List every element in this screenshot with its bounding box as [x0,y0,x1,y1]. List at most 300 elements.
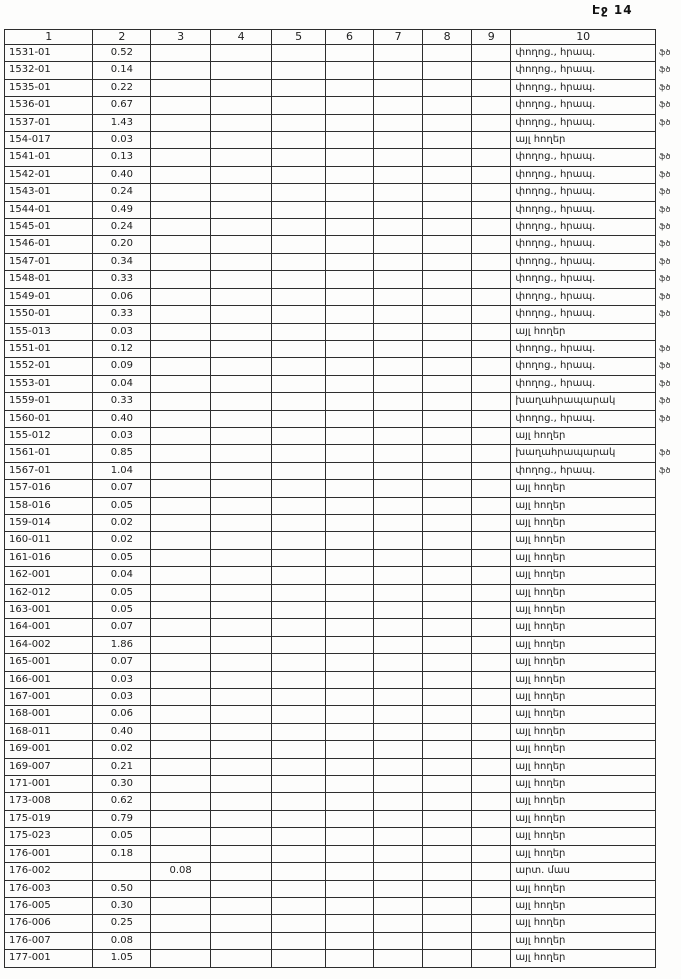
cell-col3 [151,636,211,653]
cell-col4 [210,393,272,410]
cell-col1: 1567-01 [5,462,93,479]
cell-col8 [423,863,472,880]
margin-annotation [656,532,681,549]
cell-col1: 173-008 [5,793,93,810]
cell-col8 [423,810,472,827]
cell-col6 [325,480,373,497]
cell-col3 [151,950,211,967]
column-header-3: 3 [151,30,211,45]
cell-col8 [423,549,472,566]
cell-col3 [151,932,211,949]
cell-col8 [423,410,472,427]
cell-col5 [272,689,326,706]
table-row [5,497,681,514]
cell-col6 [325,880,373,897]
cell-col3 [151,654,211,671]
cell-col3 [151,462,211,479]
cell-col2: 0.52 [93,45,151,62]
cell-col6 [325,915,373,932]
cell-col7 [374,619,423,636]
cell-col3 [151,340,211,357]
cell-col1: 164-001 [5,619,93,636]
cell-col6 [325,219,373,236]
table-row [5,776,681,793]
table-row [5,340,681,357]
margin-annotation [656,723,681,740]
cell-col5 [272,654,326,671]
cell-col3 [151,45,211,62]
cell-col9 [472,166,511,183]
cell-col6 [325,497,373,514]
table-row [5,132,681,149]
cell-col7 [374,950,423,967]
cell-col5 [272,863,326,880]
cell-col10: այլ հողեր [511,897,656,914]
cell-col5 [272,410,326,427]
cell-col9 [472,863,511,880]
cell-col7 [374,480,423,497]
cell-col6 [325,201,373,218]
cell-col5 [272,932,326,949]
cell-col2: 0.18 [93,845,151,862]
cell-col2: 0.07 [93,480,151,497]
cell-col7 [374,863,423,880]
cell-col10: այլ հողեր [511,810,656,827]
cell-col6 [325,358,373,375]
cell-col10: խաղահրապարակ [511,393,656,410]
cell-col10: այլ հողեր [511,828,656,845]
cell-col10: այլ հողեր [511,845,656,862]
cell-col3 [151,810,211,827]
table-row [5,462,681,479]
cell-col8 [423,567,472,584]
margin-annotation [656,514,681,531]
cell-col2: 0.62 [93,793,151,810]
cell-col6 [325,236,373,253]
cell-col5 [272,706,326,723]
cell-col7 [374,689,423,706]
cell-col5 [272,828,326,845]
cell-col6 [325,532,373,549]
cell-col2: 0.02 [93,514,151,531]
cell-col7 [374,166,423,183]
cell-col10: այլ հողեր [511,706,656,723]
table-row [5,358,681,375]
cell-col1: 1551-01 [5,340,93,357]
cell-col1: 171-001 [5,776,93,793]
margin-annotation [656,863,681,880]
cell-col4 [210,149,272,166]
cell-col6 [325,950,373,967]
cell-col8 [423,654,472,671]
cell-col10: փողոց., հրապ. [511,97,656,114]
cell-col8 [423,462,472,479]
cell-col4 [210,201,272,218]
cell-col2: 0.85 [93,445,151,462]
cell-col4 [210,776,272,793]
cell-col7 [374,654,423,671]
cell-col2: 0.22 [93,79,151,96]
cell-col2: 0.06 [93,706,151,723]
cell-col6 [325,567,373,584]
cell-col5 [272,671,326,688]
cell-col3 [151,358,211,375]
cell-col1: 160-011 [5,532,93,549]
cell-col7 [374,358,423,375]
cell-col4 [210,340,272,357]
cell-col1: 1535-01 [5,79,93,96]
cell-col4 [210,514,272,531]
cell-col8 [423,62,472,79]
cell-col4 [210,236,272,253]
column-header-8: 8 [423,30,472,45]
cell-col7 [374,532,423,549]
cell-col5 [272,427,326,444]
cell-col5 [272,950,326,967]
cell-col3 [151,445,211,462]
cell-col3 [151,427,211,444]
table-row [5,567,681,584]
cell-col9 [472,480,511,497]
cell-col4 [210,619,272,636]
cell-col5 [272,306,326,323]
cell-col7 [374,897,423,914]
table-row [5,810,681,827]
cell-col4 [210,828,272,845]
cell-col1: 1542-01 [5,166,93,183]
cell-col9 [472,567,511,584]
cell-col3 [151,915,211,932]
column-header-9: 9 [472,30,511,45]
cell-col6 [325,828,373,845]
cell-col2: 0.20 [93,236,151,253]
cell-col6 [325,375,373,392]
cell-col7 [374,132,423,149]
cell-col4 [210,97,272,114]
cell-col6 [325,741,373,758]
table-row [5,271,681,288]
column-header-1: 1 [5,30,93,45]
cell-col4 [210,445,272,462]
cell-col9 [472,915,511,932]
cell-col4 [210,79,272,96]
cell-col3 [151,514,211,531]
margin-annotation [656,706,681,723]
cell-col9 [472,410,511,427]
cell-col9 [472,706,511,723]
column-header-7: 7 [374,30,423,45]
cell-col2: 0.03 [93,689,151,706]
cell-col1: 155-013 [5,323,93,340]
cell-col1: 1553-01 [5,375,93,392]
cell-col5 [272,166,326,183]
cell-col1: 167-001 [5,689,93,706]
cell-col5 [272,393,326,410]
cell-col4 [210,584,272,601]
cell-col5 [272,45,326,62]
cell-col5 [272,741,326,758]
cell-col2: 0.03 [93,671,151,688]
margin-annotation [656,880,681,897]
cell-col4 [210,62,272,79]
cell-col8 [423,358,472,375]
cell-col3: 0.08 [151,863,211,880]
cell-col2: 0.50 [93,880,151,897]
table-header-row [5,30,681,45]
cell-col5 [272,219,326,236]
cell-col3 [151,758,211,775]
cell-col9 [472,654,511,671]
cell-col10: փողոց., հրապ. [511,166,656,183]
cell-col5 [272,288,326,305]
column-header-5: 5 [272,30,326,45]
cell-col9 [472,427,511,444]
table-row [5,184,681,201]
cell-col4 [210,741,272,758]
cell-col2: 0.67 [93,97,151,114]
cell-col2 [93,863,151,880]
cell-col6 [325,584,373,601]
table-row [5,549,681,566]
margin-annotation: ֆծ [659,48,671,57]
cell-col10: փողոց., հրապ. [511,410,656,427]
cell-col8 [423,636,472,653]
cell-col3 [151,845,211,862]
cell-col7 [374,79,423,96]
table-row [5,236,681,253]
cell-col2: 0.03 [93,323,151,340]
cell-col9 [472,602,511,619]
cell-col6 [325,549,373,566]
cell-col3 [151,619,211,636]
cell-col1: 176-006 [5,915,93,932]
cell-col3 [151,880,211,897]
table-row [5,584,681,601]
cell-col7 [374,793,423,810]
cell-col6 [325,602,373,619]
cell-col3 [151,219,211,236]
table-row [5,654,681,671]
cell-col9 [472,880,511,897]
cell-col10: փողոց., հրապ. [511,114,656,131]
cell-col5 [272,323,326,340]
cell-col9 [472,845,511,862]
cell-col7 [374,393,423,410]
margin-annotation [656,689,681,706]
cell-col7 [374,114,423,131]
cell-col2: 0.04 [93,567,151,584]
cell-col5 [272,567,326,584]
cell-col1: 168-001 [5,706,93,723]
cell-col9 [472,897,511,914]
margin-annotation [656,741,681,758]
cell-col9 [472,950,511,967]
table-row [5,602,681,619]
cell-col4 [210,723,272,740]
cell-col10: խաղահրապարակ [511,445,656,462]
cell-col2: 0.40 [93,723,151,740]
cell-col10: այլ հողեր [511,776,656,793]
cell-col9 [472,149,511,166]
cell-col6 [325,863,373,880]
cell-col7 [374,845,423,862]
cell-col2: 0.33 [93,306,151,323]
cell-col1: 1544-01 [5,201,93,218]
cell-col8 [423,741,472,758]
cell-col2: 0.12 [93,340,151,357]
cell-col10: այլ հողեր [511,758,656,775]
cell-col2: 0.03 [93,427,151,444]
cell-col8 [423,114,472,131]
margin-annotation: ֆծ [659,274,671,284]
margin-annotation [656,793,681,810]
cell-col6 [325,810,373,827]
cell-col9 [472,619,511,636]
cell-col1: 175-019 [5,810,93,827]
cell-col1: 166-001 [5,671,93,688]
cell-col2: 0.08 [93,932,151,949]
cell-col1: 1560-01 [5,410,93,427]
cell-col9 [472,358,511,375]
table-row [5,514,681,531]
margin-annotation: ֆծ [659,152,671,162]
cell-col2: 0.05 [93,497,151,514]
cell-col7 [374,410,423,427]
cell-col5 [272,776,326,793]
cell-col3 [151,497,211,514]
margin-annotation: ֆծ [659,378,671,388]
cell-col8 [423,79,472,96]
cell-col8 [423,375,472,392]
cell-col8 [423,306,472,323]
margin-annotation: ֆծ [659,117,671,127]
table-row [5,758,681,775]
cell-col10: փողոց., հրապ. [511,184,656,201]
cell-col2: 0.79 [93,810,151,827]
cell-col4 [210,793,272,810]
cell-col9 [472,393,511,410]
margin-annotation [656,654,681,671]
cell-col7 [374,184,423,201]
cell-col1: 177-001 [5,950,93,967]
cell-col10: այլ հողեր [511,602,656,619]
column-header-2: 2 [93,30,151,45]
cell-col4 [210,306,272,323]
cell-col5 [272,793,326,810]
cell-col8 [423,758,472,775]
cell-col4 [210,654,272,671]
cell-col10: այլ հողեր [511,793,656,810]
land-parcel-table [4,29,681,968]
cell-col1: 159-014 [5,514,93,531]
cell-col9 [472,532,511,549]
cell-col5 [272,236,326,253]
cell-col3 [151,723,211,740]
cell-col7 [374,636,423,653]
cell-col1: 1548-01 [5,271,93,288]
cell-col8 [423,497,472,514]
cell-col10: այլ հողեր [511,950,656,967]
cell-col9 [472,236,511,253]
cell-col5 [272,549,326,566]
table-row [5,306,681,323]
margin-annotation [656,480,681,497]
table-row [5,897,681,914]
cell-col3 [151,706,211,723]
cell-col8 [423,671,472,688]
cell-col7 [374,323,423,340]
margin-annotation [656,915,681,932]
cell-col1: 162-001 [5,567,93,584]
cell-col10: փողոց., հրապ. [511,306,656,323]
cell-col1: 157-016 [5,480,93,497]
cell-col9 [472,114,511,131]
table-row [5,741,681,758]
cell-col6 [325,253,373,270]
cell-col8 [423,880,472,897]
cell-col4 [210,323,272,340]
cell-col8 [423,584,472,601]
table-row [5,62,681,79]
cell-col8 [423,236,472,253]
cell-col8 [423,480,472,497]
cell-col9 [472,514,511,531]
cell-col2: 0.30 [93,897,151,914]
cell-col2: 0.40 [93,410,151,427]
table-row [5,532,681,549]
cell-col10: փողոց., հրապ. [511,149,656,166]
cell-col9 [472,79,511,96]
cell-col5 [272,845,326,862]
cell-col1: 1550-01 [5,306,93,323]
cell-col9 [472,636,511,653]
cell-col8 [423,619,472,636]
cell-col6 [325,897,373,914]
cell-col3 [151,689,211,706]
cell-col1: 1543-01 [5,184,93,201]
table-row [5,932,681,949]
cell-col9 [472,253,511,270]
cell-col4 [210,253,272,270]
table-row [5,636,681,653]
cell-col5 [272,880,326,897]
cell-col2: 0.34 [93,253,151,270]
cell-col6 [325,723,373,740]
cell-col9 [472,671,511,688]
cell-col4 [210,271,272,288]
cell-col1: 164-002 [5,636,93,653]
cell-col3 [151,410,211,427]
cell-col6 [325,514,373,531]
cell-col7 [374,219,423,236]
cell-col2: 0.05 [93,602,151,619]
table-row [5,79,681,96]
margin-annotation [656,619,681,636]
cell-col3 [151,375,211,392]
cell-col7 [374,758,423,775]
cell-col1: 176-007 [5,932,93,949]
margin-annotation: ֆծ [659,396,671,406]
cell-col9 [472,932,511,949]
cell-col10: այլ հողեր [511,671,656,688]
margin-annotation: ֆծ [659,65,671,75]
cell-col10: այլ հողեր [511,619,656,636]
cell-col9 [472,288,511,305]
cell-col6 [325,845,373,862]
cell-col2: 1.43 [93,114,151,131]
table-body [5,45,681,968]
cell-col1: 161-016 [5,549,93,566]
